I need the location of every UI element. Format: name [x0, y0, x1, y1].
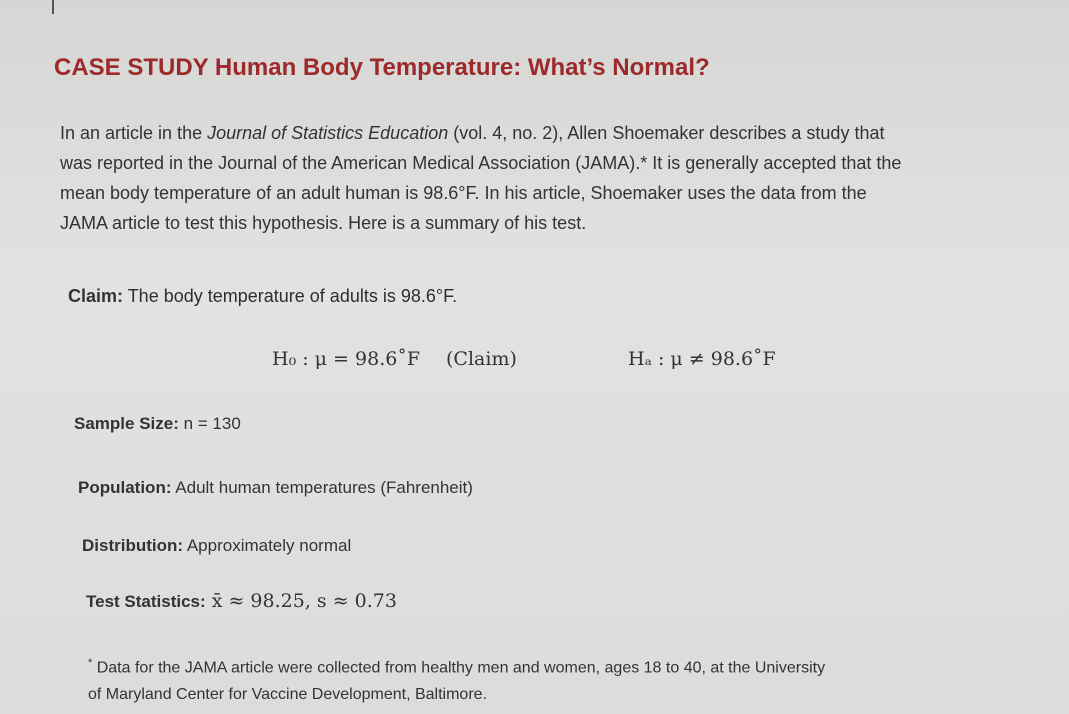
distribution-row	[82, 536, 351, 556]
claim-text: The body temperature of adults is 98.6°F.	[123, 286, 458, 306]
case-study-title: CASE STUDY Human Body Temperature: What’s Normal?	[54, 54, 710, 81]
claim-label: Claim:	[68, 286, 124, 306]
intro-paragraph	[60, 118, 1020, 238]
footnote-line-1	[88, 650, 988, 681]
population-label: Population:	[78, 478, 172, 497]
sample-size-row	[74, 414, 241, 434]
intro-line-1	[60, 118, 1020, 148]
intro-line-1-start: In an article in the	[60, 123, 208, 143]
intro-line-3: mean body temperature of an adult human is 98.6°F. In his article, Shoemaker uses the data from the	[60, 183, 867, 203]
intro-line-4: JAMA article to test this hypothesis. Here is a summary of his test.	[60, 213, 587, 233]
distribution-label: Distribution:	[82, 536, 184, 555]
null-hypothesis-formula: H₀ : μ = 98.6˚F	[272, 348, 421, 370]
page-edge-mark	[52, 0, 54, 14]
intro-line-1-end: (vol. 4, no. 2), Allen Shoemaker describes a study that	[448, 123, 885, 143]
distribution-value: Approximately normal	[183, 536, 352, 555]
alternative-hypothesis: Hₐ : μ ≠ 98.6˚F	[628, 348, 776, 370]
test-statistics-value: x̄ ≈ 98.25, s ≈ 0.73	[205, 590, 397, 612]
population-row	[78, 478, 473, 498]
null-hypothesis	[272, 348, 517, 370]
sample-size-value: n = 130	[178, 414, 241, 433]
claim-row	[68, 286, 457, 307]
journal-name: Journal of Statistics Education	[207, 123, 449, 143]
test-statistics-row	[86, 590, 397, 612]
intro-line-2: was reported in the Journal of the American Medical Association (JAMA).* It is generally accepted that the	[60, 153, 902, 173]
test-statistics-label: Test Statistics:	[86, 592, 206, 611]
footnote-line-2: of Maryland Center for Vaccine Development, Baltimore.	[88, 686, 487, 704]
footnote-marker: *	[88, 657, 93, 669]
footnote-line-1-text: Data for the JAMA article were collected from healthy men and women, ages 18 to 40, at the University	[92, 659, 826, 677]
sample-size-label: Sample Size:	[74, 414, 179, 433]
population-value: Adult human temperatures (Fahrenheit)	[171, 478, 473, 497]
footnote	[88, 650, 988, 708]
null-hypothesis-claim-tag: (Claim)	[446, 348, 517, 370]
